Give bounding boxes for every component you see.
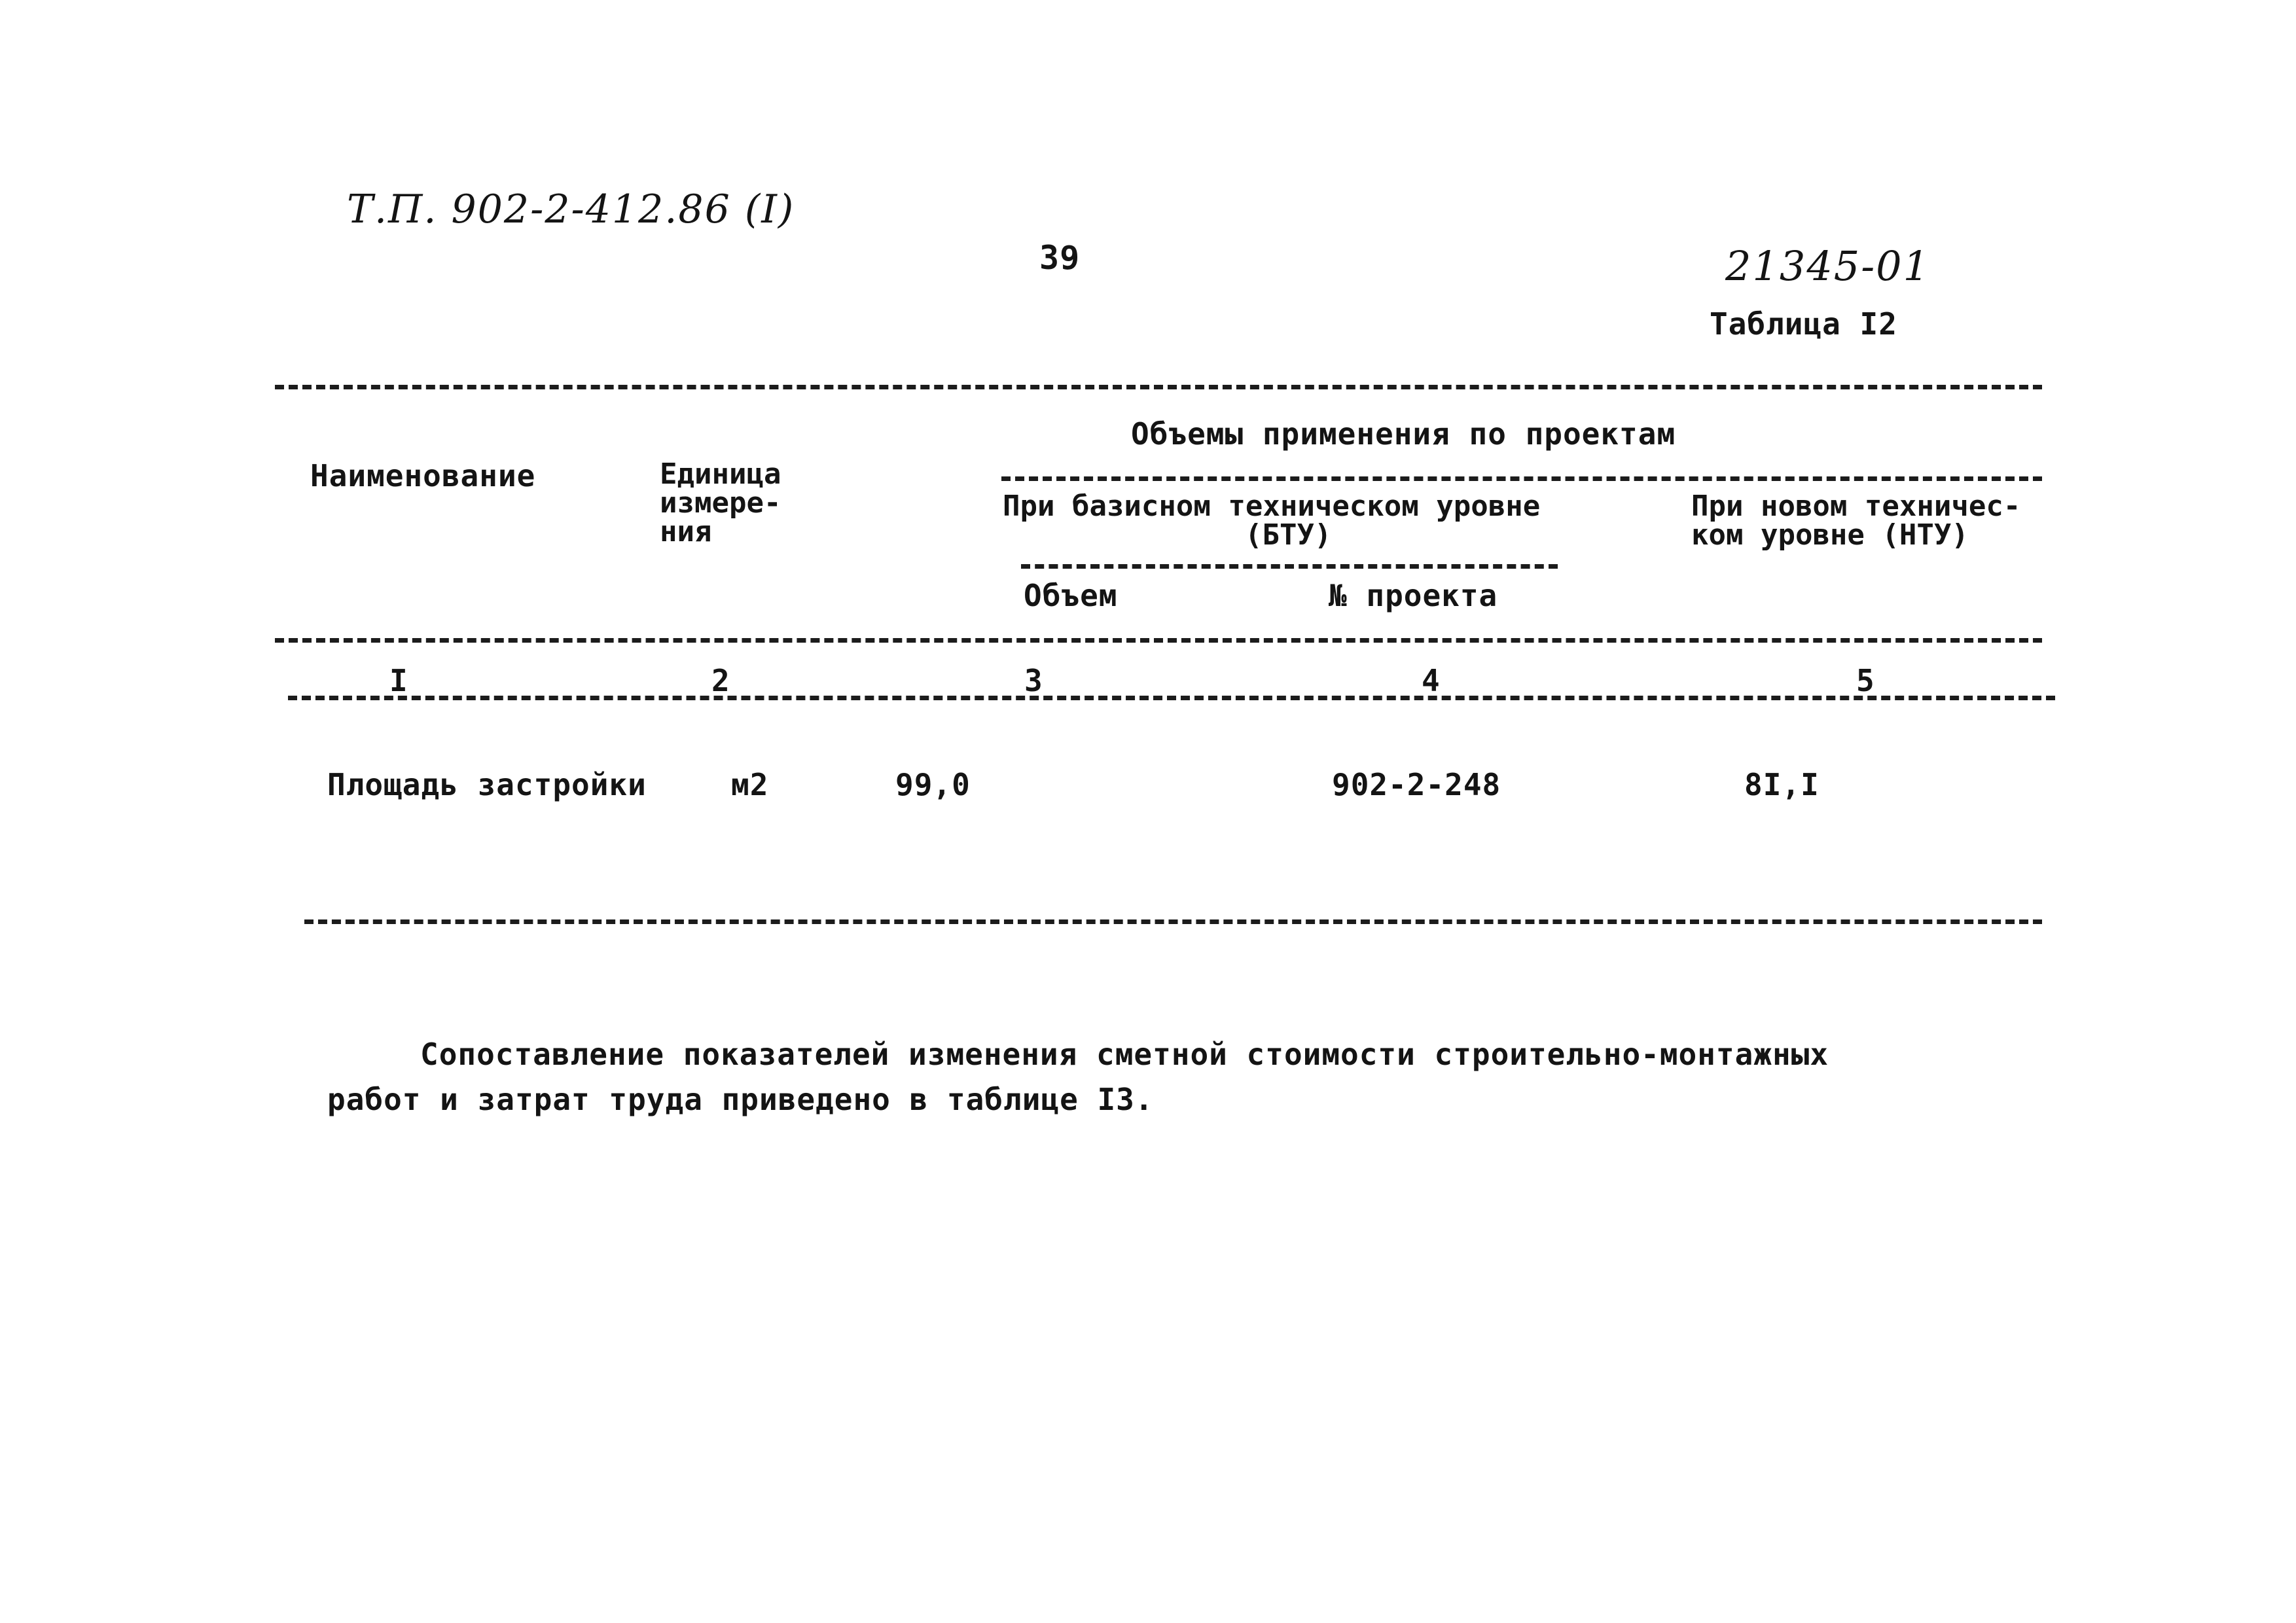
header-unit-line-2: измере- xyxy=(660,486,781,520)
header-btu-line-1: При базисном техническом уровне xyxy=(1003,490,1541,523)
row-name: Площадь застройки xyxy=(327,767,647,802)
header-bottom-rule xyxy=(275,638,2042,643)
row-volume: 99,0 xyxy=(895,767,971,802)
header-unit xyxy=(660,457,781,548)
row-project: 902-2-248 xyxy=(1332,767,1501,802)
document-code: Т.П. 902-2-412.86 (I) xyxy=(347,187,795,232)
header-btu-line-2: (БТУ) xyxy=(1245,518,1332,552)
table-bottom-rule xyxy=(304,919,2042,924)
header-unit-line-1: Единица xyxy=(660,457,781,491)
column-number-4: 4 xyxy=(1422,663,1441,698)
column-number-3: 3 xyxy=(1024,663,1043,698)
header-unit-line-3: ния xyxy=(660,515,712,548)
note-line-1: Сопоставление показателей изменения сметной стоимости строительно-монтажных xyxy=(420,1037,1829,1072)
header-ntu-line-2: ком уровне (НТУ) xyxy=(1691,518,1969,552)
page-number: 39 xyxy=(1039,239,1081,277)
header-volume: Объем xyxy=(1024,578,1118,613)
header-project-no: № проекта xyxy=(1329,578,1498,613)
header-volumes-group: Объемы применения по проектам xyxy=(1131,416,1676,452)
table-top-rule xyxy=(275,385,2042,389)
column-number-2: 2 xyxy=(711,663,730,698)
btu-subrule xyxy=(1021,564,1558,569)
row-unit: м2 xyxy=(731,767,769,802)
numbers-rule xyxy=(288,696,2055,700)
sheet-number: 21345-01 xyxy=(1725,242,1931,290)
note-line-2: работ и затрат труда приведено в таблице I3. xyxy=(327,1082,1154,1117)
header-ntu-line-1: При новом техничес- xyxy=(1691,490,2021,523)
row-ntu-value: 8I,I xyxy=(1744,767,1820,802)
column-number-1: I xyxy=(389,663,408,698)
header-btu xyxy=(1003,492,1540,550)
table-caption: Таблица I2 xyxy=(1710,306,1897,342)
header-name: Наименование xyxy=(310,458,536,493)
group-rule xyxy=(1001,476,2042,481)
column-number-5: 5 xyxy=(1856,663,1875,698)
header-ntu xyxy=(1691,492,2020,550)
